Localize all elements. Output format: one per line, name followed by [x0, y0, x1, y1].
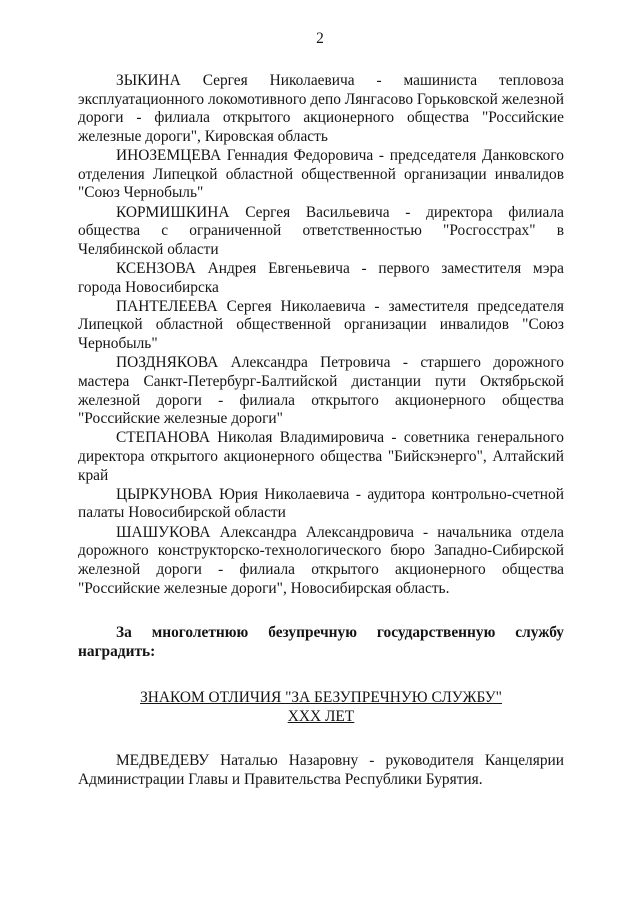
- award-title-years: XXX ЛЕТ: [287, 708, 355, 726]
- awardee-details: Александра Петровича - старшего дорожного мастера Санкт-Петербург-Балтийской дистанции пути Октябрьской железной дороги - филиала открытого акционерного общества "Российские железные дороги": [78, 354, 564, 428]
- awardee-surname: КОРМИШКИНА: [116, 203, 230, 221]
- award-intro: За многолетнюю безупречную государственную службу наградить:: [78, 624, 564, 660]
- awardee-entry: [78, 204, 564, 260]
- awardee-details: Андрея Евгеньевича - первого заместителя мэра города Новосибирска: [78, 260, 564, 296]
- awardee-surname: ИНОЗЕМЦЕВА: [116, 147, 222, 165]
- recipient-entry: [78, 752, 564, 789]
- awardee-entry: [78, 486, 564, 523]
- recipient-details: Наталью Назаровну - руководителя Канцелярии Администрации Главы и Правительства Республики Бурятия.: [78, 752, 564, 788]
- awardee-entry: [78, 260, 564, 297]
- awardee-details: Александра Александровича - начальника отдела дорожного конструкторско-технологического бюро Западно-Сибирской железной дороги - филиала открытого акционерного общества "Российские железные дороги", Новосибирская область.: [78, 523, 564, 597]
- awardee-details: Сергея Николаевича - машиниста тепловоза эксплуатационного локомотивного депо Лянгасово Горьковской железной дороги - филиала открытого акционерного общества "Российские железные дороги", Кировская область: [78, 72, 564, 145]
- awardee-list: [78, 72, 564, 598]
- awardee-entry: [78, 298, 564, 354]
- recipient-surname: МЕДВЕДЕВУ: [116, 752, 210, 770]
- document-body: [78, 72, 564, 790]
- awardee-surname: ПОЗДНЯКОВА: [116, 354, 219, 372]
- award-title-line: ЗНАКОМ ОТЛИЧИЯ "ЗА БЕЗУПРЕЧНУЮ СЛУЖБУ": [140, 689, 502, 707]
- awardee-surname: ЦЫРКУНОВА: [116, 485, 213, 503]
- awardee-entry: [78, 354, 564, 428]
- awardee-entry: [78, 147, 564, 203]
- awardee-surname: ПАНТЕЛЕЕВА: [116, 297, 218, 315]
- awardee-details: Сергея Николаевича - заместителя председателя Липецкой областной общественной организации инвалидов "Союз Чернобыль": [78, 297, 564, 353]
- awardee-details: Юрия Николаевича - аудитора контрольно-счетной палаты Новосибирской области: [78, 485, 564, 522]
- awardee-surname: СТЕПАНОВА: [116, 429, 210, 447]
- page-number: 2: [316, 30, 324, 47]
- awardee-entry: [78, 72, 564, 146]
- awardee-surname: КСЕНЗОВА: [116, 260, 196, 277]
- award-title: [78, 688, 564, 726]
- awardee-surname: ЗЫКИНА: [116, 72, 181, 89]
- awardee-entry: [78, 429, 564, 485]
- awardee-details: Сергея Васильевича - директора филиала общества с ограниченной ответственностью "Росгосстрах" в Челябинской области: [78, 203, 564, 258]
- awardee-surname: ШАШУКОВА: [116, 523, 211, 541]
- awardee-details: Николая Владимировича - советника генерального директора открытого акционерного общества "Бийскэнерго", Алтайский край: [78, 429, 564, 484]
- awardee-details: Геннадия Федоровича - председателя Данковского отделения Липецкой областной общественной организации инвалидов "Союз Чернобыль": [78, 147, 564, 202]
- awardee-entry: [78, 524, 564, 598]
